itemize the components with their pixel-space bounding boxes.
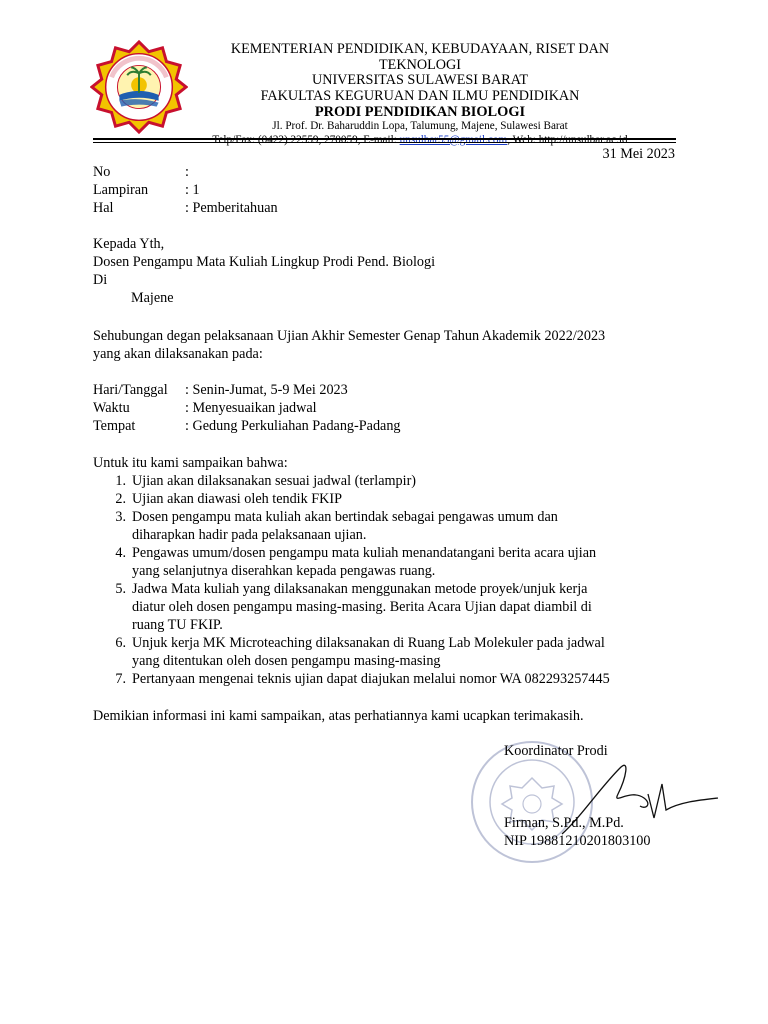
schedule-row	[93, 417, 401, 435]
list-number: 5.	[115, 581, 126, 597]
recipient-di: Di	[93, 272, 108, 288]
signer-name: Firman, S.Pd., M.Pd.	[504, 815, 624, 831]
list-number: 3.	[115, 509, 126, 525]
recipient-city: Majene	[131, 290, 174, 306]
letter-meta	[93, 163, 278, 217]
list-text: Dosen pengampu mata kuliah akan bertindak sebagai pengawas umum dan diharapkan hadir pada pelaksanaan ujian.	[132, 509, 558, 543]
schedule-label: Waktu	[93, 400, 130, 416]
notice-list	[93, 472, 693, 688]
letterhead	[190, 42, 650, 147]
schedule-row	[93, 399, 401, 417]
meta-row	[93, 181, 278, 199]
list-text: Jadwa Mata kuliah yang dilaksanakan menggunakan metode proyek/unjuk kerja diatur oleh dosen pengampu masing-masing. Berita Acara Ujian dapat diambil di ruang TU FKIP.	[132, 581, 592, 633]
letter-date: 31 Mei 2023	[602, 146, 675, 162]
contact-line	[190, 134, 650, 148]
meta-label: No	[93, 164, 111, 180]
email-link[interactable]: unsulbar55@gmail.com	[399, 133, 508, 146]
list-intro: Untuk itu kami sampaikan bahwa:	[93, 455, 288, 471]
university-logo-icon	[90, 38, 188, 136]
meta-row	[93, 163, 278, 181]
signature-block	[504, 742, 650, 850]
university-name: UNIVERSITAS SULAWESI BARAT	[311, 72, 529, 88]
recipient-block	[93, 235, 435, 307]
intro-line: Sehubungan degan pelaksanaan Ujian Akhir Semester Genap Tahun Akademik 2022/2023	[93, 328, 606, 344]
meta-label: Hal	[93, 200, 114, 216]
address: Jl. Prof. Dr. Baharuddin Lopa, Talumung, Majene, Sulawesi Barat	[272, 120, 568, 132]
meta-value: : Pemberitahuan	[185, 200, 278, 216]
list-item	[93, 544, 693, 580]
schedule-value: : Gedung Perkuliahan Padang-Padang	[185, 418, 401, 434]
schedule-value: : Senin-Jumat, 5-9 Mei 2023	[185, 382, 348, 398]
schedule-label: Tempat	[93, 418, 136, 434]
letterhead-rule-thick	[93, 138, 676, 140]
list-item	[93, 670, 693, 688]
intro-line: yang akan dilaksanakan pada:	[93, 346, 263, 362]
list-item	[93, 580, 693, 634]
list-item	[93, 490, 693, 508]
list-text: Ujian akan dilaksanakan sesuai jadwal (terlampir)	[132, 473, 417, 489]
list-text: Unjuk kerja MK Microteaching dilaksanakan di Ruang Lab Molekuler pada jadwal yang ditentukan oleh dosen pengampu masing-masing	[132, 635, 605, 669]
list-number: 2.	[115, 491, 126, 507]
contact-suffix: , Web: http://unsulbar.ac.id	[507, 133, 628, 146]
recipient-greeting: Kepada Yth,	[93, 236, 165, 252]
program-name: PRODI PENDIDIKAN BIOLOGI	[314, 104, 526, 120]
faculty-name: FAKULTAS KEGURUAN DAN ILMU PENDIDIKAN	[260, 87, 580, 104]
contact-prefix: Telp/Fax: (0422) 22559, 270059, E-mail:	[212, 133, 400, 146]
list-item	[93, 634, 693, 670]
schedule-value: : Menyesuaikan jadwal	[185, 400, 317, 416]
meta-value: : 1	[185, 182, 200, 198]
list-number: 6.	[115, 635, 126, 651]
notice-list-block	[93, 454, 693, 688]
meta-row	[93, 199, 278, 217]
list-text: Pengawas umum/dosen pengampu mata kuliah menandatangani berita acara ujian yang selanjutnya diserahkan kepada pengawas ruang.	[132, 545, 597, 579]
list-item	[93, 472, 693, 490]
list-text: Pertanyaan mengenai teknis ujian dapat diajukan melalui nomor WA 082293257445	[132, 671, 610, 687]
schedule-row	[93, 381, 401, 399]
closing-paragraph: Demikian informasi ini kami sampaikan, atas perhatiannya kami ucapkan terimakasih.	[93, 708, 584, 724]
list-item	[93, 508, 693, 544]
list-text: Ujian akan diawasi oleh tendik FKIP	[132, 491, 343, 507]
meta-label: Lampiran	[93, 182, 149, 198]
list-number: 7.	[115, 671, 126, 687]
list-number: 1.	[115, 473, 126, 489]
signer-nip: NIP 19881210201803100	[504, 833, 651, 849]
letterhead-rule-thin	[93, 142, 676, 143]
schedule-label: Hari/Tanggal	[93, 382, 168, 398]
list-number: 4.	[115, 545, 126, 561]
meta-value: :	[185, 164, 189, 180]
schedule-block	[93, 381, 401, 435]
signer-role: Koordinator Prodi	[504, 743, 608, 759]
recipient-name: Dosen Pengampu Mata Kuliah Lingkup Prodi Pend. Biologi	[93, 254, 436, 270]
ministry-name: KEMENTERIAN PENDIDIKAN, KEBUDAYAAN, RISET DAN TEKNOLOGI	[230, 41, 610, 73]
intro-paragraph	[93, 327, 605, 363]
